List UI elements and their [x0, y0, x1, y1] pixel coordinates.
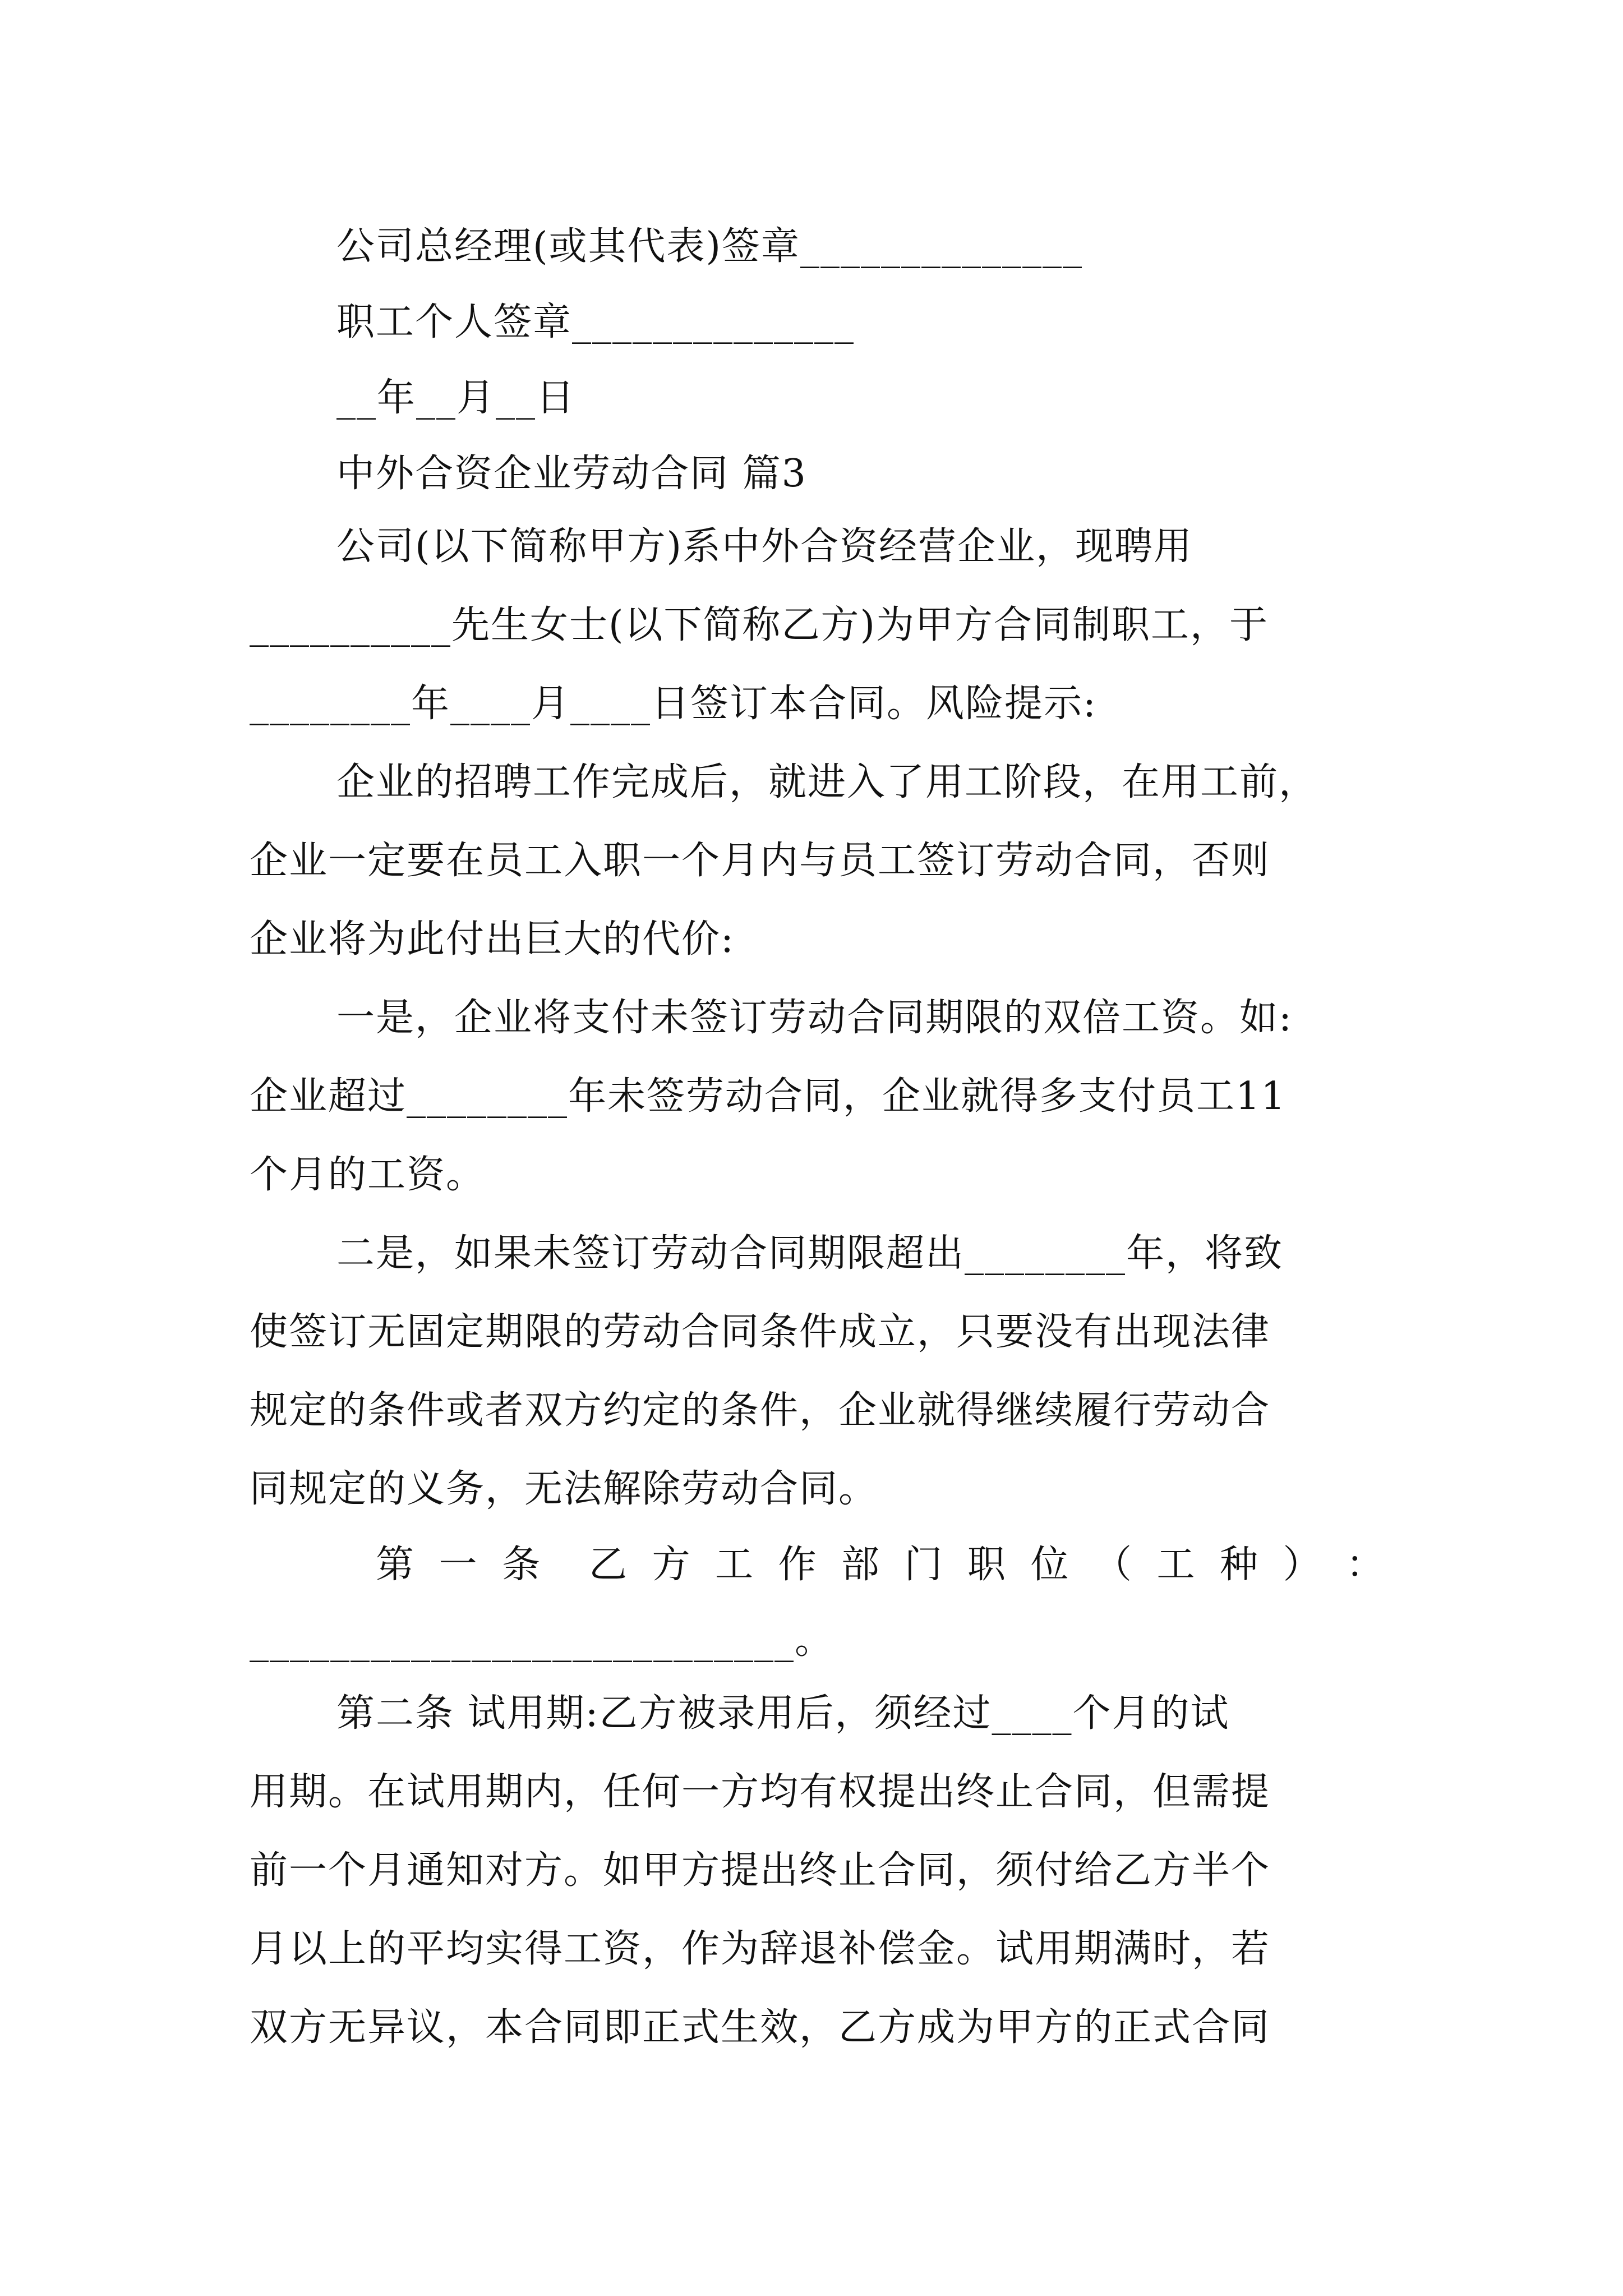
article-one-char: 方: [652, 1543, 691, 1587]
article-one-char: 工: [714, 1543, 754, 1587]
article-one-char: 作: [778, 1543, 818, 1587]
risk-one-line-1: 一是，企业将支付未签订劳动合同期限的双倍工资。如:: [336, 996, 1293, 1040]
intro-line-1: 公司(以下简称甲方)系中外合资经营企业，现聘用: [336, 524, 1193, 569]
article-one-char: 一: [439, 1543, 478, 1587]
intro-line-3: ________年____月____日签订本合同。风险提示:: [250, 682, 1097, 726]
risk-two-line-2: 使签订无固定期限的劳动合同条件成立，只要没有出现法律: [250, 1310, 1271, 1354]
intro-line-2: __________先生女士(以下简称乙方)为甲方合同制职工，于: [250, 603, 1269, 647]
article-one-char: 工: [1156, 1543, 1196, 1587]
article-one-char: （: [1093, 1543, 1133, 1587]
article-two-line-2: 用期。在试用期内，任何一方均有权提出终止合同，但需提: [250, 1770, 1271, 1814]
risk-two-line-4: 同规定的义务，无法解除劳动合同。: [250, 1467, 878, 1511]
article-one-char: 种: [1219, 1543, 1259, 1587]
article-one-char: ）: [1283, 1543, 1322, 1587]
article-one-char: 部: [841, 1543, 880, 1587]
article-one-char: ：: [1345, 1543, 1385, 1587]
risk-two-line-1: 二是，如果未签订劳动合同期限超出________年，将致: [336, 1231, 1284, 1276]
risk-intro-line-3: 企业将为此付出巨大的代价:: [250, 917, 735, 961]
article-one-char: 职: [967, 1543, 1007, 1587]
risk-one-line-2: 企业超过________年未签劳动合同，企业就得多支付员工11: [250, 1074, 1287, 1119]
article-one-char: 位: [1030, 1543, 1070, 1587]
article-two-line-1: 第二条 试用期:乙方被录用后，须经过____个月的试: [336, 1691, 1230, 1736]
article-two-line-4: 月以上的平均实得工资，作为辞退补偿金。试用期满时，若: [250, 1927, 1271, 1971]
article-one-heading: [376, 1540, 1385, 1590]
risk-intro-line-1: 企业的招聘工作完成后，就进入了用工阶段，在用工前，: [336, 760, 1318, 804]
article-one-char: 第: [376, 1543, 416, 1587]
article-one-blank: ___________________________。: [250, 1618, 834, 1663]
employee-signature-line: 职工个人签章______________: [336, 300, 855, 344]
date-line: __年__月__日: [336, 376, 576, 420]
article-two-line-5: 双方无异议，本合同即正式生效，乙方成为甲方的正式合同: [250, 2005, 1271, 2050]
section-title: 中外合资企业劳动合同 篇3: [336, 452, 807, 496]
article-one-char: 条: [502, 1543, 542, 1587]
risk-two-line-3: 规定的条件或者双方约定的条件，企业就得继续履行劳动合: [250, 1388, 1271, 1433]
article-one-char: 门: [904, 1543, 944, 1587]
risk-one-line-3: 个月的工资。: [250, 1153, 486, 1197]
article-two-line-3: 前一个月通知对方。如甲方提出终止合同，须付给乙方半个: [250, 1848, 1271, 1893]
article-one-char: 乙: [588, 1543, 628, 1587]
risk-intro-line-2: 企业一定要在员工入职一个月内与员工签订劳动合同，否则: [250, 839, 1271, 883]
manager-signature-line: 公司总经理(或其代表)签章______________: [336, 224, 1083, 269]
